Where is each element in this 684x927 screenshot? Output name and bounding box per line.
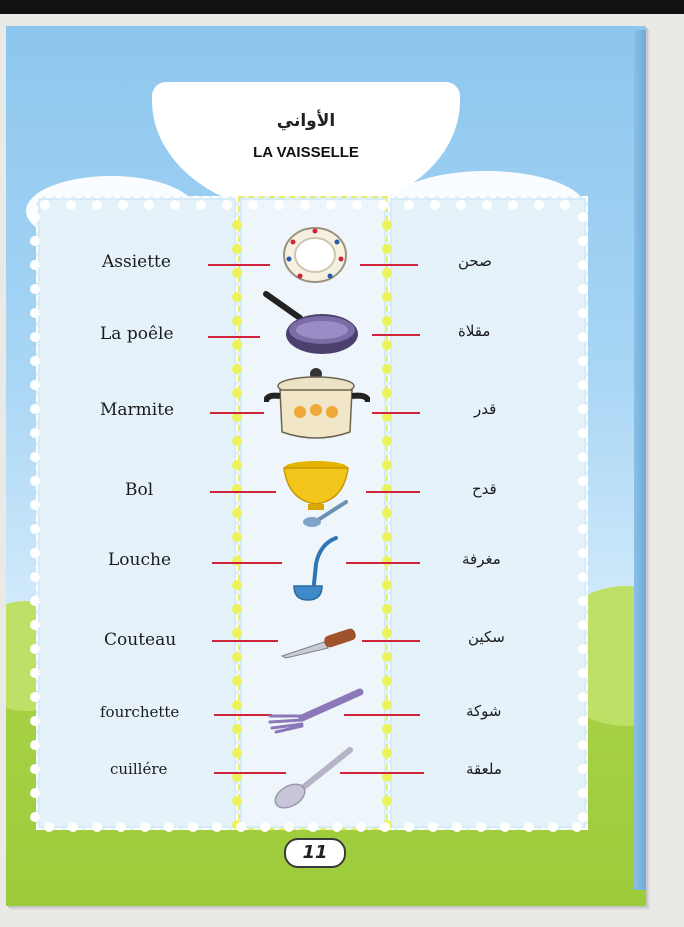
match-line[interactable] (212, 640, 278, 642)
border-scallop (30, 644, 40, 654)
border-scallop (212, 822, 222, 832)
border-scallop (578, 596, 588, 606)
page-number: 11 (284, 838, 346, 868)
border-dot (382, 268, 392, 278)
border-scallop (30, 788, 40, 798)
border-dot (232, 292, 242, 302)
border-scallop (30, 332, 40, 342)
border-scallop (30, 236, 40, 246)
border-scallop (300, 200, 310, 210)
arabic-word: مغرفة (462, 550, 501, 568)
title-arabic: الأواني (276, 111, 336, 131)
border-scallop (560, 200, 570, 210)
border-dot (232, 580, 242, 590)
border-dot (232, 652, 242, 662)
border-scallop (30, 524, 40, 534)
border-dot (232, 724, 242, 734)
match-line[interactable] (208, 336, 260, 338)
border-dot (232, 244, 242, 254)
border-scallop (500, 822, 510, 832)
border-scallop (68, 822, 78, 832)
border-scallop (332, 822, 342, 832)
border-scallop (170, 200, 180, 210)
arabic-word: صحن (458, 252, 492, 270)
border-scallop (30, 692, 40, 702)
border-dot (382, 628, 392, 638)
border-dot (382, 676, 392, 686)
border-dot (232, 700, 242, 710)
border-dot (382, 700, 392, 710)
border-scallop (428, 822, 438, 832)
french-word: Assiette (102, 252, 171, 272)
border-scallop (578, 740, 588, 750)
border-scallop (578, 548, 588, 558)
border-scallop (578, 668, 588, 678)
border-dot (382, 364, 392, 374)
border-scallop (572, 822, 582, 832)
border-scallop (92, 822, 102, 832)
match-line[interactable] (360, 264, 418, 266)
border-scallop (30, 620, 40, 630)
border-scallop (578, 572, 588, 582)
border-dot (232, 340, 242, 350)
border-scallop (326, 200, 336, 210)
match-line[interactable] (214, 714, 272, 716)
arabic-word: ملعقة (466, 760, 502, 778)
border-dot (382, 244, 392, 254)
border-scallop (578, 524, 588, 534)
border-scallop (30, 212, 40, 222)
border-dot (232, 316, 242, 326)
border-scallop (548, 822, 558, 832)
border-dot (232, 220, 242, 230)
border-scallop (30, 716, 40, 726)
border-scallop (578, 284, 588, 294)
border-scallop (92, 200, 102, 210)
border-scallop (30, 596, 40, 606)
match-line[interactable] (362, 640, 420, 642)
border-scallop (578, 332, 588, 342)
border-scallop (222, 200, 232, 210)
bowl-icon (282, 460, 354, 528)
border-scallop (524, 822, 534, 832)
border-scallop (352, 200, 362, 210)
border-dot (232, 628, 242, 638)
border-dot (232, 748, 242, 758)
title-french: LA VAISSELLE (253, 144, 359, 161)
border-dot (382, 316, 392, 326)
border-scallop (30, 260, 40, 270)
border-dot (382, 532, 392, 542)
border-dot (382, 604, 392, 614)
border-dot (382, 340, 392, 350)
match-line[interactable] (372, 412, 420, 414)
match-line[interactable] (372, 334, 420, 336)
match-line[interactable] (210, 412, 264, 414)
top-bar (0, 0, 684, 14)
border-scallop (66, 200, 76, 210)
arabic-column (388, 196, 588, 830)
border-dot (382, 748, 392, 758)
border-scallop (404, 200, 414, 210)
french-word: cuillére (110, 760, 168, 778)
frying-pan-icon (262, 290, 360, 358)
border-scallop (578, 716, 588, 726)
match-line[interactable] (208, 264, 270, 266)
border-dot (232, 388, 242, 398)
border-scallop (380, 822, 390, 832)
border-scallop (356, 822, 366, 832)
border-scallop (30, 284, 40, 294)
border-scallop (30, 668, 40, 678)
border-scallop (578, 692, 588, 702)
border-scallop (30, 764, 40, 774)
border-dot (382, 388, 392, 398)
border-scallop (30, 500, 40, 510)
border-dot (382, 556, 392, 566)
border-dot (232, 508, 242, 518)
border-dot (232, 460, 242, 470)
border-scallop (578, 812, 588, 822)
border-scallop (578, 380, 588, 390)
match-line[interactable] (212, 562, 282, 564)
border-scallop (40, 200, 50, 210)
border-scallop (30, 572, 40, 582)
border-scallop (44, 822, 54, 832)
border-dot (382, 796, 392, 806)
border-scallop (284, 822, 294, 832)
french-word: Couteau (104, 630, 177, 650)
border-scallop (578, 212, 588, 222)
border-dot (232, 364, 242, 374)
border-scallop (30, 308, 40, 318)
border-dot (382, 508, 392, 518)
french-word: Marmite (100, 400, 175, 420)
border-scallop (164, 822, 174, 832)
border-scallop (118, 200, 128, 210)
french-word: fourchette (100, 703, 180, 721)
border-scallop (578, 764, 588, 774)
border-scallop (578, 260, 588, 270)
border-scallop (482, 200, 492, 210)
border-dot (232, 436, 242, 446)
arabic-word: شوكة (466, 702, 502, 720)
border-scallop (196, 200, 206, 210)
knife-icon (280, 624, 358, 660)
border-dot (382, 220, 392, 230)
arabic-word: مقلاة (458, 322, 491, 340)
border-scallop (30, 452, 40, 462)
border-dot (232, 604, 242, 614)
border-scallop (578, 404, 588, 414)
border-scallop (30, 380, 40, 390)
border-scallop (308, 822, 318, 832)
french-word: La poêle (100, 324, 174, 344)
border-scallop (578, 476, 588, 486)
fork-icon (266, 686, 366, 736)
border-scallop (140, 822, 150, 832)
page-edge (634, 30, 646, 890)
arabic-word: سكين (468, 628, 505, 646)
spoon-icon (270, 746, 354, 810)
border-scallop (476, 822, 486, 832)
cooking-pot-icon (264, 366, 370, 442)
border-dot (232, 268, 242, 278)
border-scallop (534, 200, 544, 210)
border-scallop (30, 548, 40, 558)
border-scallop (404, 822, 414, 832)
border-dot (232, 676, 242, 686)
border-scallop (260, 822, 270, 832)
border-dot (382, 436, 392, 446)
border-dot (232, 556, 242, 566)
border-scallop (452, 822, 462, 832)
border-dot (382, 652, 392, 662)
border-dot (382, 580, 392, 590)
arabic-word: قدح (472, 480, 497, 498)
border-scallop (578, 428, 588, 438)
border-scallop (30, 356, 40, 366)
french-word: Louche (108, 550, 172, 570)
border-dot (382, 724, 392, 734)
ladle-icon (286, 534, 342, 604)
border-dot (232, 796, 242, 806)
french-word: Bol (125, 480, 154, 500)
border-scallop (236, 822, 246, 832)
border-dot (382, 460, 392, 470)
match-line[interactable] (366, 491, 420, 493)
border-scallop (144, 200, 154, 210)
border-scallop (578, 236, 588, 246)
border-scallop (578, 500, 588, 510)
border-scallop (30, 404, 40, 414)
match-line[interactable] (210, 491, 276, 493)
arabic-word: قدر (474, 400, 497, 418)
border-scallop (578, 644, 588, 654)
border-scallop (578, 356, 588, 366)
border-scallop (456, 200, 466, 210)
border-scallop (30, 740, 40, 750)
border-scallop (578, 452, 588, 462)
border-scallop (378, 200, 388, 210)
border-scallop (578, 620, 588, 630)
border-scallop (578, 308, 588, 318)
border-dot (382, 292, 392, 302)
border-scallop (30, 812, 40, 822)
border-scallop (248, 200, 258, 210)
border-scallop (274, 200, 284, 210)
french-column (36, 196, 238, 830)
border-scallop (30, 476, 40, 486)
plate-icon (282, 226, 348, 284)
border-scallop (116, 822, 126, 832)
border-scallop (30, 428, 40, 438)
match-line[interactable] (346, 562, 420, 564)
border-scallop (578, 788, 588, 798)
border-scallop (508, 200, 518, 210)
border-scallop (188, 822, 198, 832)
border-scallop (430, 200, 440, 210)
border-dot (232, 532, 242, 542)
